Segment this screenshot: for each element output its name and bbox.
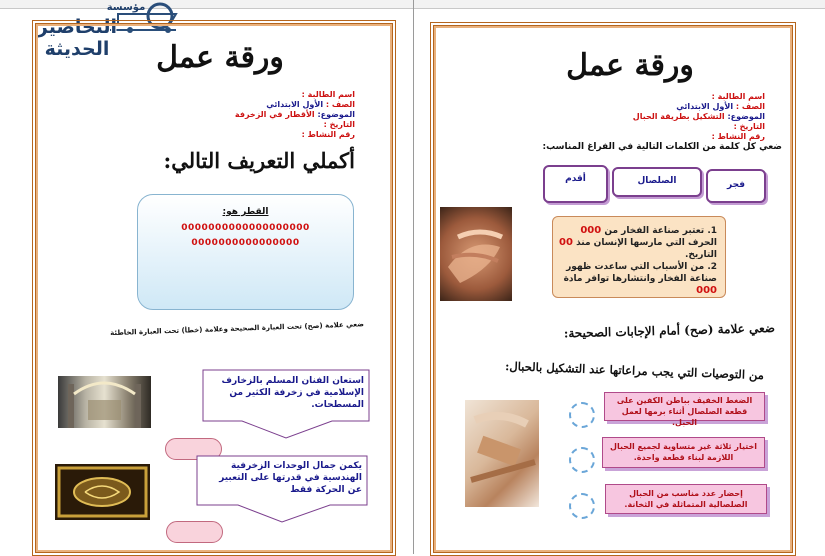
right-activity-label: رقم النشاط : [711, 132, 765, 141]
definition-label: القطر هو: [222, 207, 269, 217]
fill-item-2-text-a: من الأسباب التي ساعدت ظهور صناعة الفخار وانتشارها توافر مادة [563, 262, 717, 284]
answer-pill-2[interactable] [166, 521, 223, 543]
right-student-label: اسم الطالبة : [711, 92, 765, 101]
page-divider [413, 0, 414, 554]
statement-2-text: يكمن جمال الوحدات الزخرفية الهندسية في قدرتها على التعبير عن الحركة فقط [219, 461, 362, 495]
fill-item-1 [557, 225, 717, 261]
right-grade-label: الصف : [735, 102, 765, 111]
check-circle-3[interactable] [569, 493, 595, 519]
right-info-block [600, 92, 765, 142]
mosque-interior-photo [58, 376, 151, 428]
calligraphy-ornament-photo [55, 464, 150, 520]
right-topic-value: التشكيل بطريقة الحبال [632, 112, 725, 121]
fill-item-2-blank[interactable]: 000 [696, 285, 717, 296]
fill-blank-instruction: ضعي كل كلمة من الكلمات التالية في الفراغ المناسب: [542, 142, 782, 152]
logo-top-text: مؤسسة [106, 2, 146, 13]
statement-1-text: استعان الفنان المسلم بالزخارف الإسلامية في زخرفة الكثير من المسطحات. [221, 376, 364, 410]
word-bank-item-1[interactable]: فجر [706, 169, 766, 203]
fill-item-1-blank-2[interactable]: 00 [559, 237, 573, 248]
left-student-label: اسم الطالبة : [301, 90, 355, 99]
left-topic-label: الموضوع: [317, 110, 355, 119]
left-grade-value: الأول الابتدائي [266, 100, 324, 109]
hands-clay-photo [440, 207, 512, 301]
recommendation-3: إحضار عدد مناسب من الحبال الصلصالية المتماثلة في الثخانة. [605, 484, 767, 514]
true-false-instruction: ضعي علامة (صح) تحت العبارة الصحيحة وعلامة (خطأ) تحت العبارة الخاطئة [110, 320, 365, 338]
fill-item-1-blank[interactable]: 000 [580, 225, 602, 236]
left-sheet-title: ورقة عمل [156, 40, 284, 75]
check-heading: ضعي علامة (صح) أمام الإجابات الصحيحة: [563, 320, 776, 341]
right-grade-value: الأول الابتدائي [676, 102, 734, 111]
fill-blank-scroll [552, 216, 726, 298]
definition-heading: أكملي التعريف التالي: [163, 148, 355, 173]
fill-item-1-number: 1. [707, 226, 717, 236]
recommendation-1: الضغط الخفيف بباطن الكفين على قطعة الصلصال أثناء برمها لعمل الحبل. [604, 392, 765, 421]
fill-item-1-text-a: تعتبر صناعة الفخار من [604, 226, 705, 236]
definition-blank-line-1: 0000000000000000000 [181, 223, 310, 233]
right-sheet-title: ورقة عمل [566, 48, 694, 83]
left-grade-label: الصف : [325, 100, 355, 109]
left-info-block [200, 90, 355, 140]
definition-blank-line-2: 0000000000000000 [191, 238, 300, 248]
check-circle-2[interactable] [569, 447, 595, 473]
left-activity-label: رقم النشاط : [301, 130, 355, 139]
statement-1 [202, 369, 370, 439]
recommendation-2: اختيار ثلاثة غير متساوية لجميع الحبال اللازمة لبناء قطعة واحدة. [602, 437, 765, 468]
definition-box [137, 194, 354, 310]
rope-heading: من التوصيات التي يجب مراعاتها عند التشكيل بالحبال: [504, 359, 765, 383]
left-topic-value: الأقطار في الزخرفة [234, 110, 315, 119]
logo-name-text: التحاضير الحديثة [36, 16, 118, 60]
word-bank-item-3[interactable]: أقدم [543, 165, 608, 203]
statement-2 [196, 455, 368, 523]
right-topic-label: الموضوع: [727, 112, 765, 121]
word-bank-item-2[interactable]: الصلصال [612, 167, 702, 197]
fill-item-1-text-b: الحرف التي مارسها الإنسان منذ [576, 238, 717, 248]
check-circle-1[interactable] [569, 402, 595, 428]
fill-item-1-text-c: التاريخ. [685, 250, 717, 260]
fill-item-2-number: 2. [707, 262, 717, 272]
clay-rope-shaping-photo [465, 400, 539, 507]
left-date-label: التاريخ : [323, 120, 355, 129]
right-date-label: التاريخ : [733, 122, 765, 131]
fill-item-2 [557, 261, 717, 297]
